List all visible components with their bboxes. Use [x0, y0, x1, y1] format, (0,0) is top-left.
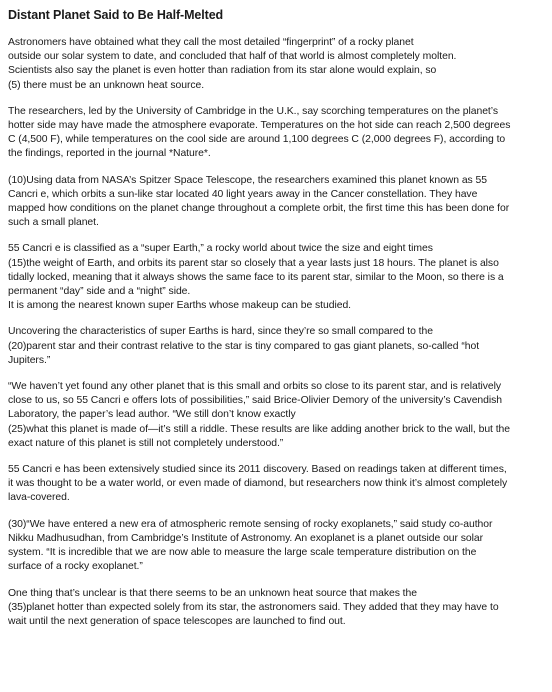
text-line: C (4,500 F), while temperatures on the cool side are around 1,100 degrees C (2,000 degrees F), according to	[8, 134, 506, 146]
text-line: (15)the weight of Earth, and orbits its parent star so closely that a year lasts just 18 hours. The planet is also	[8, 257, 499, 269]
text-line: It is among the nearest known super Earths whose makeup can be studied.	[8, 300, 352, 312]
paragraph-2	[8, 105, 544, 162]
text-line: lava-covered.	[8, 492, 70, 504]
text-line: hotter side may have made the atmosphere evaporate. Temperatures on the hot side can reach 2,500 degrees	[8, 120, 511, 132]
paragraph-4	[8, 242, 544, 313]
document-title: Distant Planet Said to Be Half-Melted	[8, 8, 224, 22]
text-line: close to us, so 55 Cancri e offers lots of possibilities,” said Brice-Olivier Demory of the university’s Cavendish	[8, 395, 503, 407]
text-line: such a small planet.	[8, 217, 99, 229]
text-line: The researchers, led by the University of Cambridge in the U.K., say scorching temperatures on the planet’s	[8, 105, 498, 117]
text-line: the findings, reported in the journal *Nature*.	[8, 148, 211, 160]
text-line: tidally locked, meaning that it always shows the same face to its parent star, similar to the Moon, so there is a	[8, 271, 504, 283]
text-line: Jupiters.”	[8, 354, 51, 366]
text-line: Uncovering the characteristics of super Earths is hard, since they’re so small compared to the	[8, 326, 433, 338]
text-line: Nikku Madhusudhan, from Cambridge’s Institute of Astronomy. An exoplanet is a planet outside our solar	[8, 532, 484, 544]
text-line: Cancri e, which orbits a sun-like star located 40 light years away in the Cancer constellation. They have	[8, 188, 478, 200]
text-line: system. “It is incredible that we are now able to measure the large scale temperature distribution on the	[8, 547, 477, 559]
text-line: exact nature of this planet is still not completely understood.”	[8, 437, 284, 449]
text-line: permanent “day” side and a “night” side.	[8, 286, 191, 298]
text-line: Laboratory, the paper’s lead author. “We still don’t know exactly	[8, 409, 296, 421]
text-line: (25)what this planet is made of—it’s still a riddle. These results are like adding another brick to the wall, but the	[8, 423, 511, 435]
text-line: mapped how conditions on the planet change throughout a complete orbit, the first time this has been done for	[8, 203, 510, 215]
text-line: 55 Cancri e has been extensively studied since its 2011 discovery. Based on readings taken at different times,	[8, 464, 507, 476]
paragraph-9	[8, 587, 544, 630]
paragraph-8	[8, 518, 544, 575]
text-line: Astronomers have obtained what they call the most detailed “fingerprint” of a rocky planet	[8, 37, 414, 48]
paragraph-6	[8, 380, 544, 451]
text-line: “We haven’t yet found any other planet that is this small and orbits so close to its parent star, and is relatively	[8, 381, 502, 393]
paragraph-5	[8, 325, 544, 368]
text-line: outside our solar system to date, and concluded that half of that world is almost completely molten.	[8, 51, 457, 63]
text-line: One thing that’s unclear is that there seems to be an unknown heat source that makes the	[8, 587, 417, 599]
text-line: surface of a rocky exoplanet.”	[8, 561, 143, 573]
text-line: Scientists also say the planet is even hotter than radiation from its star alone would explain, so	[8, 65, 437, 77]
text-line: (20)parent star and their contrast relative to the star is tiny compared to gas giant planets, so-called “hot	[8, 340, 480, 352]
text-line: (35)planet hotter than expected solely from its star, the astronomers said. They added that they may have to	[8, 601, 499, 613]
paragraph-3	[8, 174, 544, 231]
text-line: it was thought to be a water world, or even made of diamond, but researchers now think it’s almost completely	[8, 478, 508, 490]
paragraph-1	[8, 36, 544, 93]
text-line: (10)Using data from NASA’s Spitzer Space Telescope, the researchers examined this planet known as 55	[8, 174, 487, 186]
paragraph-7	[8, 463, 544, 506]
text-line: 55 Cancri e is classified as a “super Earth,” a rocky world about twice the size and eight times	[8, 243, 433, 255]
text-line: (30)“We have entered a new era of atmospheric remote sensing of rocky exoplanets,” said study co-author	[8, 518, 493, 530]
text-line: (5) there must be an unknown heat source.	[8, 79, 205, 91]
text-line: wait until the next generation of space telescopes are launched to find out.	[8, 615, 346, 627]
